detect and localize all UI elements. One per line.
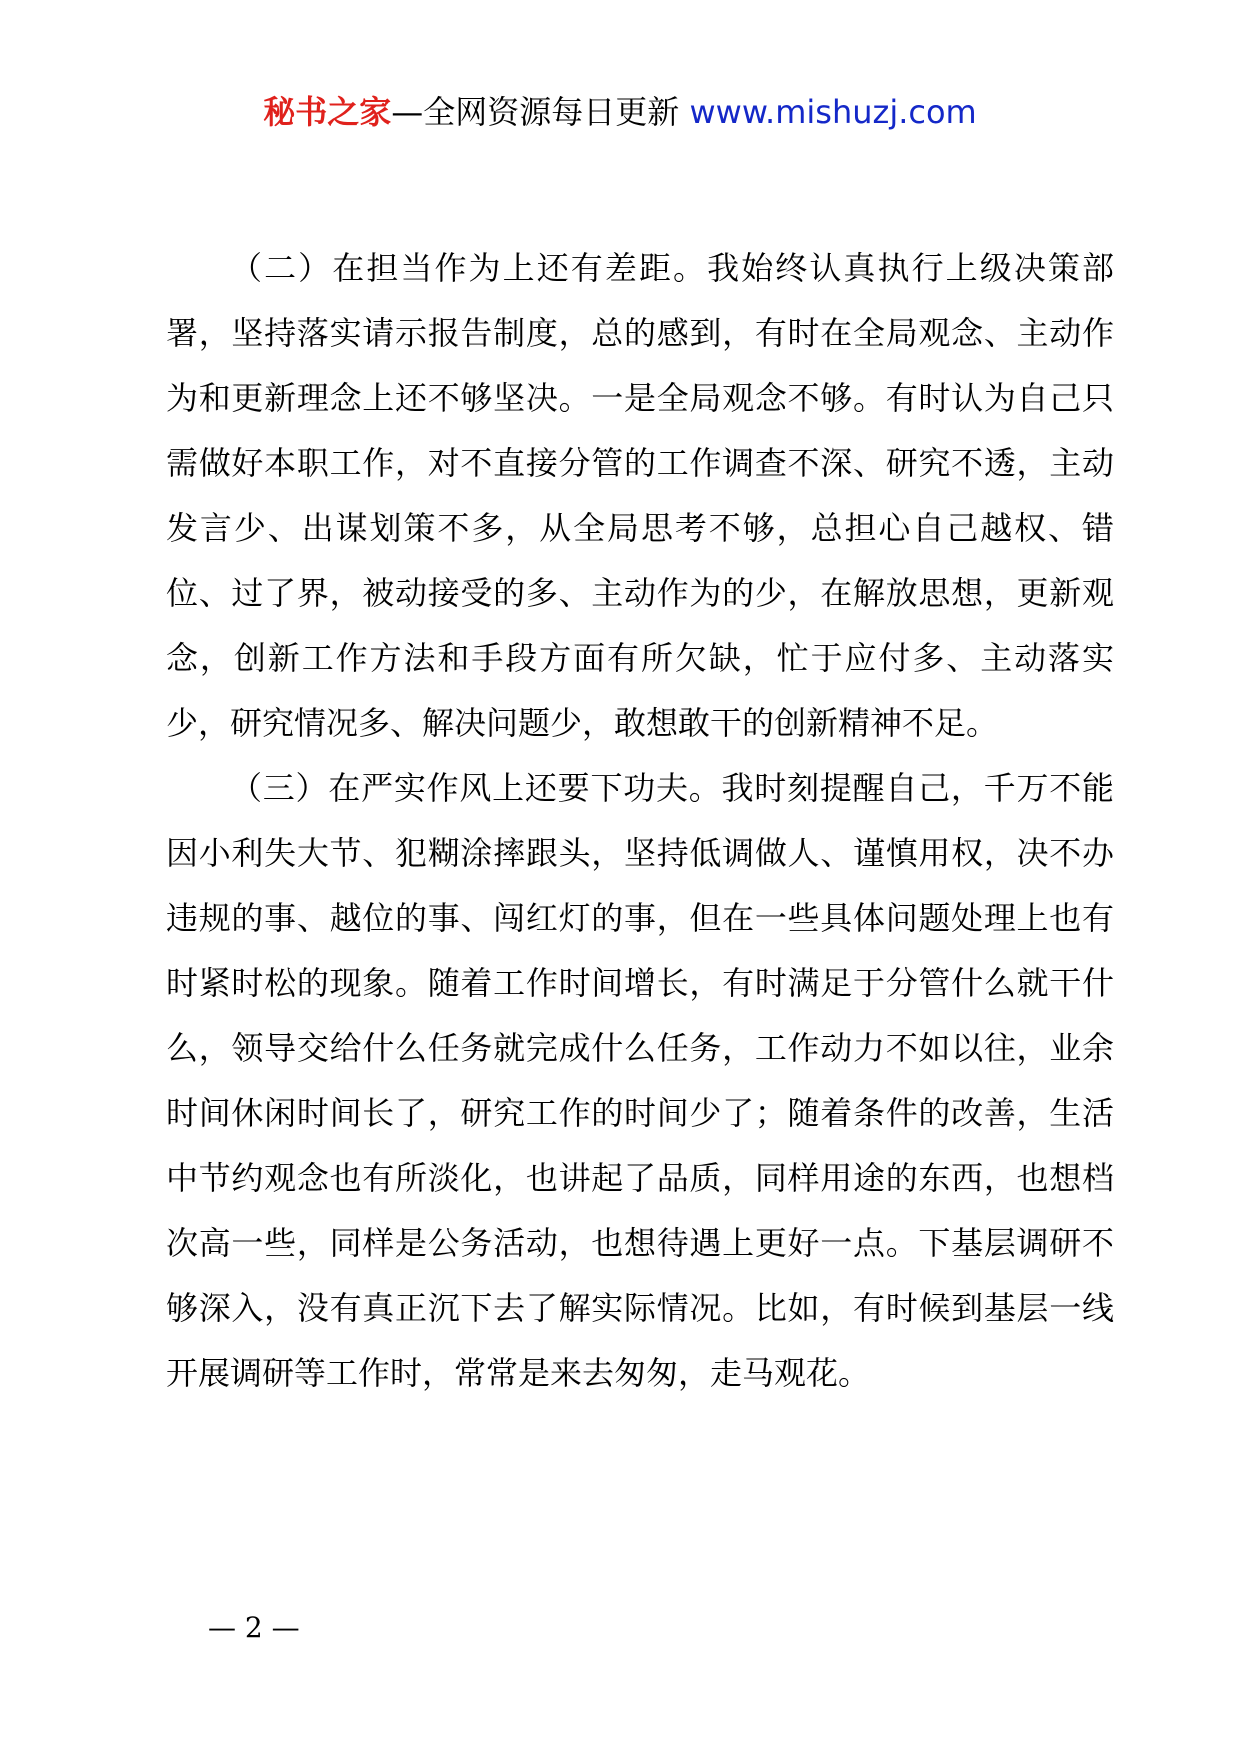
page-number: — 2 — <box>208 1611 300 1644</box>
site-tagline: —全网资源每日更新 <box>391 93 680 131</box>
paragraph-3: （三）在严实作风上还要下功夫。我时刻提醒自己，千万不能因小利失大节、犯糊涂摔跟头，坚持低调做人、谨慎用权，决不办违规的事、越位的事、闯红灯的事，但在一些具体问题处理上也有时紧时松的现象。随着工作时间增长，有时满足于分管什么就干什么，领导交给什么任务就完成什么任务，工作动力不如以往，业余时间休闲时间长了，研究工作的时间少了；随着条件的改善，生活中节约观念也有所淡化，也讲起了品质，同样用途的东西，也想档次高一些，同样是公务活动，也想待遇上更好一点。下基层调研不够深入，没有真正沉下去了解实际情况。比如，有时候到基层一线开展调研等工作时，常常是来去匆匆，走马观花。 <box>166 769 1114 1392</box>
site-brand: 秘书之家 <box>263 93 392 131</box>
paragraph-2: （二）在担当作为上还有差距。我始终认真执行上级决策部署，坚持落实请示报告制度，总的感到，有时在全局观念、主动作为和更新理念上还不够坚决。一是全局观念不够。有时认为自己只需做好本职工作，对不直接分管的工作调查不深、研究不透，主动发言少、出谋划策不多，从全局思考不够，总担心自己越权、错位、过了界，被动接受的多、主动作为的少，在解放思想，更新观念，创新工作方法和手段方面有所欠缺，忙于应付多、主动落实少，研究情况多、解决问题少，敢想敢干的创新精神不足。 <box>166 249 1114 742</box>
site-url-link[interactable]: www.mishuzj.com <box>689 93 977 131</box>
document-body <box>166 236 1114 1406</box>
site-header <box>0 92 1240 132</box>
